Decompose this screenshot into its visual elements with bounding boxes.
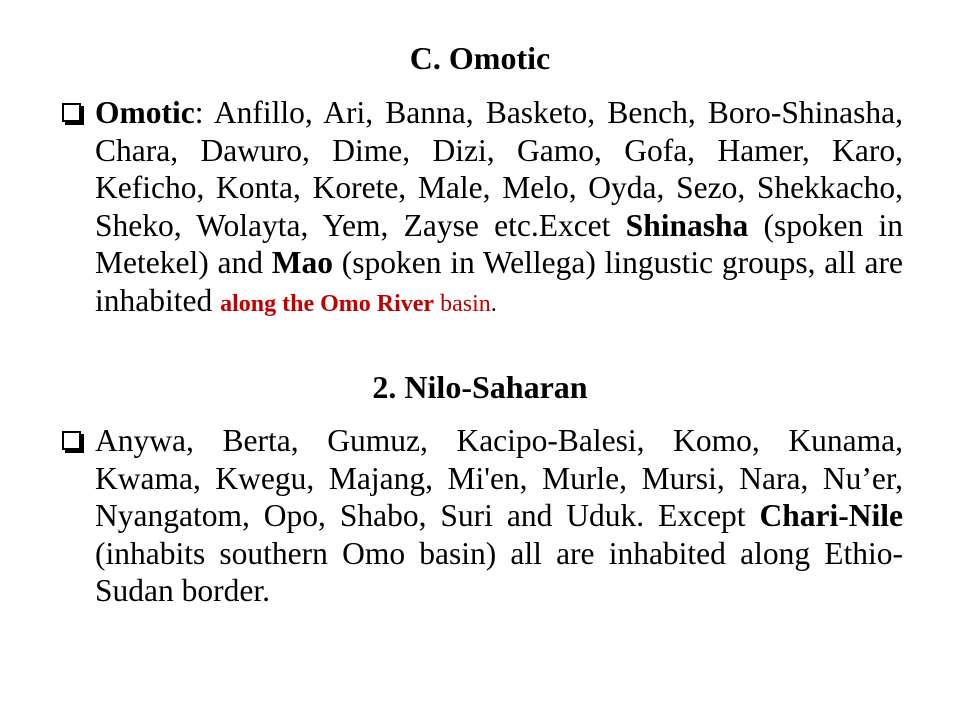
omotic-list-text: : Anfillo, Ari, Banna, Basketo, Bench, Boro-Shinasha, Chara, Dawuro, Dime, Dizi, Gamo, Gofa, Hamer, Karo, Keficho, Konta, Korete, Male, Melo, Oyda, Sezo, Shekkacho, Sheko, Wolayta, Yem, Zayse etc.Excet: [95, 95, 903, 243]
omotic-bullet-text: [95, 94, 903, 323]
nilo-list-text: Anywa, Berta, Gumuz, Kacipo-Balesi, Komo, Kunama, Kwama, Kwegu, Majang, Mi'en, Murle, Mursi, Nara, Nu’er, Nyangatom, Opo, Shabo, Suri and Uduk. Except: [95, 423, 903, 533]
omotic-heading: C. Omotic: [409, 40, 551, 76]
omotic-tail-text: (spoken in Wellega) lingustic groups, all are inhabited: [95, 245, 903, 318]
mao-term: Mao: [271, 245, 333, 280]
nilo-saharan-bullet: [58, 422, 903, 610]
omotic-term: Omotic: [95, 95, 195, 130]
shadowed-square-bullet-icon: [62, 431, 81, 450]
shinasha-term: Shinasha: [625, 207, 749, 243]
omotic-bullet: [58, 94, 903, 323]
omo-river-highlight: along the Omo River: [220, 290, 435, 317]
shadowed-square-bullet-icon: [62, 103, 81, 122]
chari-nile-term: Chari-Nile: [759, 498, 903, 533]
nilo-saharan-heading: 2. Nilo-Saharan: [372, 369, 588, 405]
omotic-mid-text: (spoken in Metekel) and: [95, 207, 904, 280]
omotic-end-period: .: [490, 290, 497, 317]
nilo-saharan-bullet-text: [95, 422, 903, 610]
nilo-tail-text: (inhabits southern Omo basin) all are inhabited along Ethio-Sudan border.: [95, 535, 903, 608]
basin-highlight: basin: [434, 290, 491, 317]
